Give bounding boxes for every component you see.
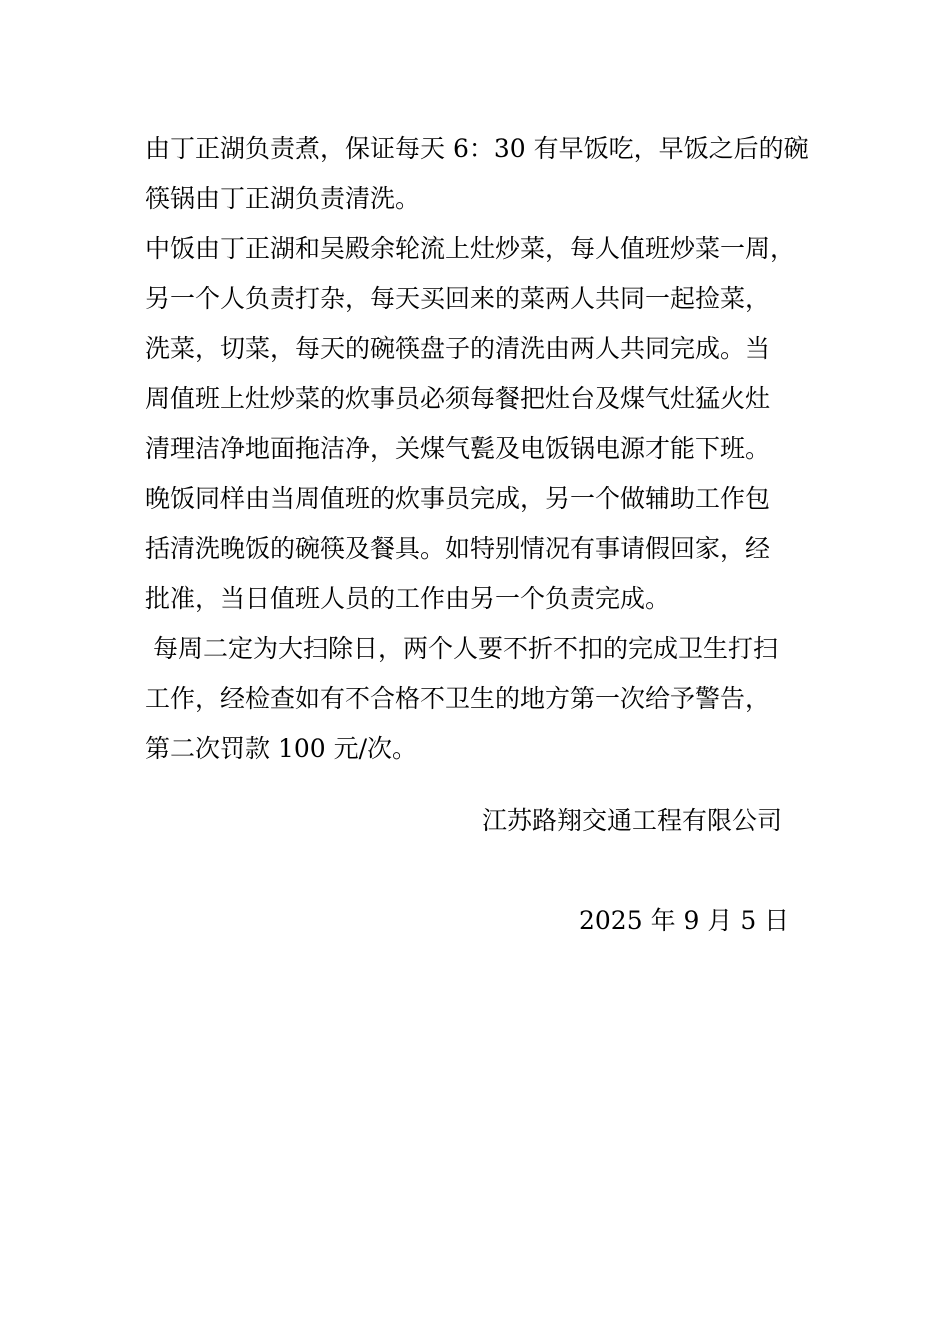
body-line: 括清洗晚饭的碗筷及餐具。如特别情况有事请假回家，经 xyxy=(145,534,771,563)
body-line: 周值班上灶炒菜的炊事员必须每餐把灶台及煤气灶猛火灶 xyxy=(145,384,771,413)
document-date: 2025 年 9 月 5 日 xyxy=(579,906,790,935)
body-line: 每周二定为大扫除日，两个人要不折不扣的完成卫生打扫 xyxy=(145,634,778,663)
body-line: 中饭由丁正湖和吴殿余轮流上灶炒菜，每人值班炒菜一周， xyxy=(145,234,796,263)
body-line: 筷锅由丁正湖负责清洗。 xyxy=(145,184,421,213)
body-line: 由丁正湖负责煮，保证每天 6：30 有早饭吃，早饭之后的碗 xyxy=(145,134,809,163)
body-line: 洗菜，切菜，每天的碗筷盘子的清洗由两人共同完成。当 xyxy=(145,334,771,363)
body-line: 清理洁净地面拖洁净，关煤气甏及电饭锅电源才能下班。 xyxy=(145,434,771,463)
body-line: 工作，经检查如有不合格不卫生的地方第一次给予警告， xyxy=(145,684,771,713)
body-line: 批准，当日值班人员的工作由另一个负责完成。 xyxy=(145,584,671,613)
body-line: 晚饭同样由当周值班的炊事员完成，另一个做辅助工作包 xyxy=(145,484,771,513)
company-signature: 江苏路翔交通工程有限公司 xyxy=(482,806,783,835)
body-line: 第二次罚款 100 元/次。 xyxy=(145,734,418,763)
body-line: 另一个人负责打杂，每天买回来的菜两人共同一起捡菜， xyxy=(145,284,771,313)
